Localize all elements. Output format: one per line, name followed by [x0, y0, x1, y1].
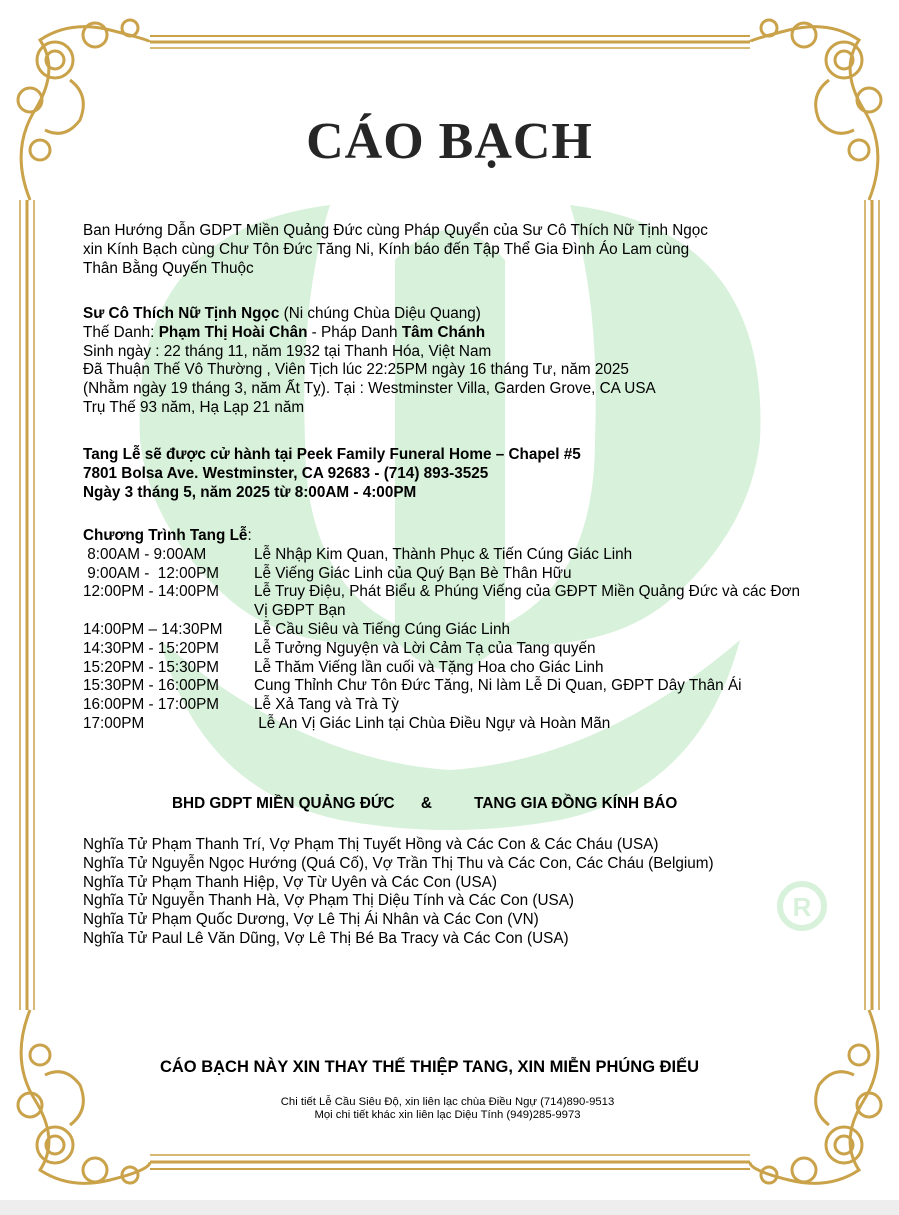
svg-text:R: R [792, 892, 812, 922]
program-item [83, 696, 823, 715]
program-description: Lễ An Vị Giác Linh tại Chùa Điều Ngự và Hoàn Mãn [254, 714, 611, 732]
program-time: 8:00AM - 9:00AM [83, 545, 207, 563]
family-list [83, 836, 823, 949]
intro-paragraph [83, 222, 823, 278]
family-header-right: TANG GIA ĐỒNG KÍNH BÁO [474, 795, 678, 812]
notice-line: CÁO BẠCH NÀY XIN THAY THẾ THIỆP TANG, XIN MIỄN PHÚNG ĐIẾU [159, 1058, 700, 1076]
program-time: 9:00AM - 12:00PM [83, 564, 220, 582]
page-title: CÁO BẠCH [306, 113, 593, 170]
dharma-name: Tâm Chánh [401, 323, 486, 341]
program-item [83, 546, 823, 565]
deceased-name: Sư Cô Thích Nữ Tịnh Ngọc [83, 305, 280, 322]
program-description: Lễ Viếng Giác Linh của Quý Bạn Bè Thân Hữu [254, 564, 572, 582]
lunar-date-line: (Nhằm ngày 19 tháng 3, năm Ất Tỵ). Tại : Westminster Villa, Garden Grove, CA USA [83, 380, 656, 398]
program-item [83, 565, 823, 584]
family-member-line: Nghĩa Tử Phạm Thanh Trí, Vợ Phạm Thị Tuyết Hồng và Các Con & Các Cháu (USA) [83, 836, 659, 853]
contact-line: Chi tiết Lễ Cầu Siêu Độ, xin liên lạc chùa Điều Ngự (714)890-9513 [280, 1096, 615, 1108]
family-member-line: Nghĩa Tử Paul Lê Văn Dũng, Vợ Lê Thị Bé Ba Tracy và Các Con (USA) [83, 929, 569, 947]
program-item [83, 621, 823, 640]
program-description: Lễ Truy Điệu, Phát Biểu & Phúng Viếng của GĐPT Miền Quảng Đức và các Đơn Vị GĐPT Bạn [254, 583, 805, 620]
page-bottom-strip [0, 1200, 899, 1215]
program-item [83, 583, 823, 621]
family-header [172, 795, 677, 813]
program-description: Lễ Cầu Siêu và Tiếng Cúng Giác Linh [254, 620, 510, 638]
intro-line: Ban Hướng Dẫn GDPT Miền Quảng Đức cùng Pháp Quyển của Sư Cô Thích Nữ Tịnh Ngọc [83, 222, 708, 239]
funeral-program [83, 527, 823, 734]
deceased-name-note: (Ni chúng Chùa Diệu Quang) [279, 305, 481, 322]
corner-ornament-top-right [750, 20, 881, 200]
program-item [83, 640, 823, 659]
venue-date: Ngày 3 tháng 5, năm 2025 từ 8:00AM - 4:00PM [83, 483, 417, 501]
dharma-label: - Pháp Danh [307, 323, 402, 341]
birth-line: Sinh ngày : 22 tháng 11, năm 1932 tại Thanh Hóa, Việt Nam [83, 342, 492, 360]
program-time: 16:00PM - 17:00PM [83, 696, 220, 714]
program-time: 14:30PM - 15:20PM [83, 639, 220, 657]
program-item [83, 715, 823, 734]
family-member-line: Nghĩa Tử Phạm Thanh Hiệp, Vợ Từ Uyên và Các Con (USA) [83, 873, 497, 891]
passing-line: Đã Thuận Thế Vô Thường , Viên Tịch lúc 22:25PM ngày 16 tháng Tư, năm 2025 [83, 361, 629, 379]
program-time: 15:30PM - 16:00PM [83, 677, 220, 695]
family-header-left: BHD GDPT MIỀN QUẢNG ĐỨC [172, 795, 395, 812]
program-item [83, 659, 823, 678]
family-header-amp: & [420, 795, 432, 812]
program-colon: : [247, 527, 252, 544]
program-title: Chương Trình Tang Lễ [83, 527, 248, 544]
program-description: Lễ Tưởng Nguyện và Lời Cảm Tạ của Tang quyến [254, 639, 596, 657]
deceased-details [83, 305, 823, 418]
family-member-line: Nghĩa Tử Phạm Quốc Dương, Vợ Lê Thị Ái Nhân và Các Con (VN) [83, 911, 539, 929]
secular-label: Thế Danh: [83, 323, 159, 341]
program-item [83, 677, 823, 696]
program-list [83, 546, 823, 734]
program-time: 12:00PM - 14:00PM [83, 583, 220, 601]
corner-ornament-top-left [18, 20, 150, 200]
family-member-line: Nghĩa Tử Nguyễn Ngọc Hướng (Quá Cố), Vợ Trần Thị Thu và Các Con, Các Cháu (Belgium) [83, 854, 714, 872]
secular-name: Phạm Thị Hoài Chân [158, 323, 308, 341]
age-line: Trụ Thế 93 năm, Hạ Lạp 21 năm [83, 398, 305, 416]
deceased-name-line [83, 305, 823, 324]
program-description: Lễ Xả Tang và Trà Tỳ [254, 696, 399, 714]
contact-line: Mọi chi tiết khác xin liên lạc Diệu Tính (949)285-9973 [314, 1108, 581, 1121]
intro-line: Thân Bằng Quyến Thuộc [83, 259, 254, 277]
program-description: Lễ Nhập Kim Quan, Thành Phục & Tiến Cúng Giác Linh [254, 545, 633, 563]
program-time: 14:00PM – 14:30PM [83, 620, 223, 638]
intro-line: xin Kính Bạch cùng Chư Tôn Đức Tăng Ni, Kính báo đến Tập Thể Gia Đình Áo Lam cùng [83, 240, 690, 258]
family-member-line: Nghĩa Tử Nguyễn Thanh Hà, Vợ Phạm Thị Diệu Tính và Các Con (USA) [83, 892, 575, 910]
program-heading [83, 527, 823, 546]
venue-address: 7801 Bolsa Ave. Westminster, CA 92683 - (714) 893-3525 [83, 464, 489, 482]
venue-line: Tang Lễ sẽ được cử hành tại Peek Family Funeral Home – Chapel #5 [83, 446, 581, 463]
program-description: Lễ Thăm Viếng lần cuối và Tặng Hoa cho Giác Linh [254, 658, 604, 676]
program-time: 15:20PM - 15:30PM [83, 658, 220, 676]
program-time: 17:00PM [83, 714, 145, 732]
program-description: Cung Thỉnh Chư Tôn Đức Tăng, Ni làm Lễ Di Quan, GĐPT Dây Thân Ái [254, 677, 742, 695]
names-line [83, 324, 823, 343]
contact-info [0, 1096, 895, 1121]
venue-details [83, 446, 823, 502]
